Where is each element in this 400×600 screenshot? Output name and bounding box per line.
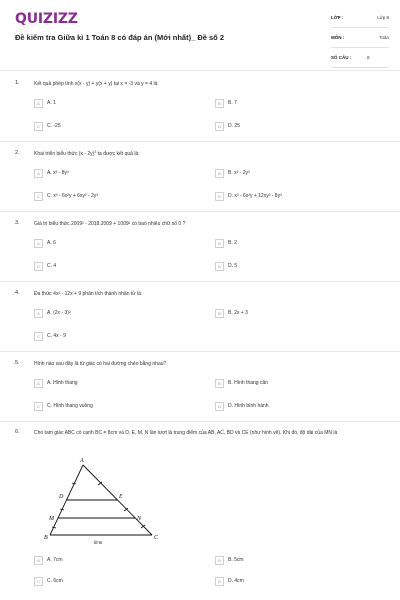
option-letter: B xyxy=(215,169,224,178)
label-a: A xyxy=(80,458,84,464)
option-text: D. 25 xyxy=(228,123,240,129)
quiz-header xyxy=(0,0,400,70)
option-text: C. 6cm xyxy=(47,578,63,584)
option-letter: A xyxy=(34,379,43,388)
option-text: B. x³ - 2y³ xyxy=(228,170,250,176)
tick-dm xyxy=(60,509,64,510)
question-text: Cho tam giác ABC có cạnh BC = 8cm và D, E, M, N lần lượt là trung điểm của AB, AC, BD và CE (như hình vẽ). Khi đó, độ dài của MN là xyxy=(34,430,338,436)
option-text: A. 1 xyxy=(47,100,56,106)
question-number: 6. xyxy=(15,429,20,435)
option-letter: B xyxy=(215,379,224,388)
question-number: 1. xyxy=(15,80,20,86)
option-letter: A xyxy=(34,556,43,565)
question-number: 4. xyxy=(15,290,20,296)
option-letter: B xyxy=(215,309,224,318)
label-n: N xyxy=(137,516,142,522)
option-text: B. 2x + 3 xyxy=(228,310,248,316)
label-m: M xyxy=(49,516,54,522)
option-letter: A xyxy=(34,309,43,318)
option-letter: C xyxy=(34,577,43,586)
option-letter: A xyxy=(34,239,43,248)
option-text: A. (2x - 3)² xyxy=(47,310,71,316)
quizizz-logo: QUIZIZZ xyxy=(15,11,78,27)
question-text-start: Khai triển biểu thức (x - 2y) xyxy=(34,151,95,157)
option-text: B. 5cm xyxy=(228,557,244,563)
question-number: 2. xyxy=(15,150,20,156)
option-text: C. -25 xyxy=(47,123,61,129)
meta-subject-row xyxy=(331,32,389,48)
question-exponent: 3 xyxy=(94,150,97,154)
question-text: Giá trị biểu thức 2009² - 2018.2009 + 1009² có bao nhiêu chữ số 0 ? xyxy=(34,221,186,227)
label-e: E xyxy=(119,494,123,500)
question-divider xyxy=(0,141,400,142)
meta-class-value: Lớp 8 xyxy=(377,15,389,20)
option-letter: C xyxy=(34,402,43,411)
question-text: Hình nào sau đây là tứ giác có hai đường chéo bằng nhau? xyxy=(34,361,167,367)
option-letter: B xyxy=(215,99,224,108)
option-letter: D xyxy=(215,192,224,201)
question-divider xyxy=(0,351,400,352)
question-divider xyxy=(0,281,400,282)
tick-mb xyxy=(52,527,56,528)
option-text: A. 7cm xyxy=(47,557,63,563)
tick-ad xyxy=(72,483,76,484)
header-divider xyxy=(0,70,400,71)
question-text-end: ta được kết quả là: xyxy=(96,151,140,157)
option-text: B. 7 xyxy=(228,100,237,106)
option-text: B. Hình thang cân xyxy=(228,380,269,386)
meta-count-label: SỐ CÂU : xyxy=(331,55,352,60)
option-letter: A xyxy=(34,99,43,108)
option-text: B. 2 xyxy=(228,240,237,246)
option-text: C. 4 xyxy=(47,263,57,269)
meta-subject-label: MÔN : xyxy=(331,35,345,40)
question-text: Đa thức 4x² - 12x + 9 phân tích thành nhân tử là: xyxy=(34,291,143,297)
meta-class-row xyxy=(331,12,389,28)
question-text xyxy=(34,150,389,158)
option-text: D. 4cm xyxy=(228,578,244,584)
meta-count-row xyxy=(331,52,389,68)
option-letter: D xyxy=(215,577,224,586)
question-number: 5. xyxy=(15,360,20,366)
option-text: A. x³ - 8y³ xyxy=(47,170,69,176)
option-letter: D xyxy=(215,402,224,411)
label-bc-length: 8cm xyxy=(94,541,103,546)
option-letter: B xyxy=(215,239,224,248)
option-letter: D xyxy=(215,122,224,131)
option-text: A. Hình thang xyxy=(47,380,78,386)
option-text: C. x³ - 6x²y + 6xy² - 2y³ xyxy=(47,193,98,199)
triangle-figure xyxy=(36,454,166,546)
question-divider xyxy=(0,211,400,212)
option-text: A. 6 xyxy=(47,240,56,246)
option-text: D. Hình bình hành xyxy=(228,403,269,409)
option-letter: A xyxy=(34,169,43,178)
question-divider xyxy=(0,421,400,422)
option-letter: C xyxy=(34,122,43,131)
option-text: D. 5 xyxy=(228,263,238,269)
option-letter: C xyxy=(34,332,43,341)
meta-count-value: 8 xyxy=(367,55,370,60)
option-letter: C xyxy=(34,262,43,271)
option-letter: B xyxy=(215,556,224,565)
quiz-meta xyxy=(331,12,389,72)
label-d: D xyxy=(59,494,64,500)
option-text: D. x³ - 6x²y + 12xy² - 8y³ xyxy=(228,193,282,199)
label-c: C xyxy=(154,535,159,541)
meta-class-label: LỚP : xyxy=(331,15,344,20)
option-text: C. Hình thang vuông xyxy=(47,403,93,409)
option-text: C. 4x - 9 xyxy=(47,333,66,339)
question-number: 3. xyxy=(15,220,20,226)
label-b: B xyxy=(44,535,48,541)
page-title: Đề kiểm tra Giữa kì 1 Toán 8 có đáp án (Mới nhất)_ Đề số 2 xyxy=(15,33,225,42)
option-letter: D xyxy=(215,262,224,271)
meta-subject-value: Toán xyxy=(379,35,389,40)
option-letter: C xyxy=(34,192,43,201)
question-text: Kết quả phép tính x(x - y) + y(x + y) tại x = -3 và y = 4 là: xyxy=(34,81,159,87)
